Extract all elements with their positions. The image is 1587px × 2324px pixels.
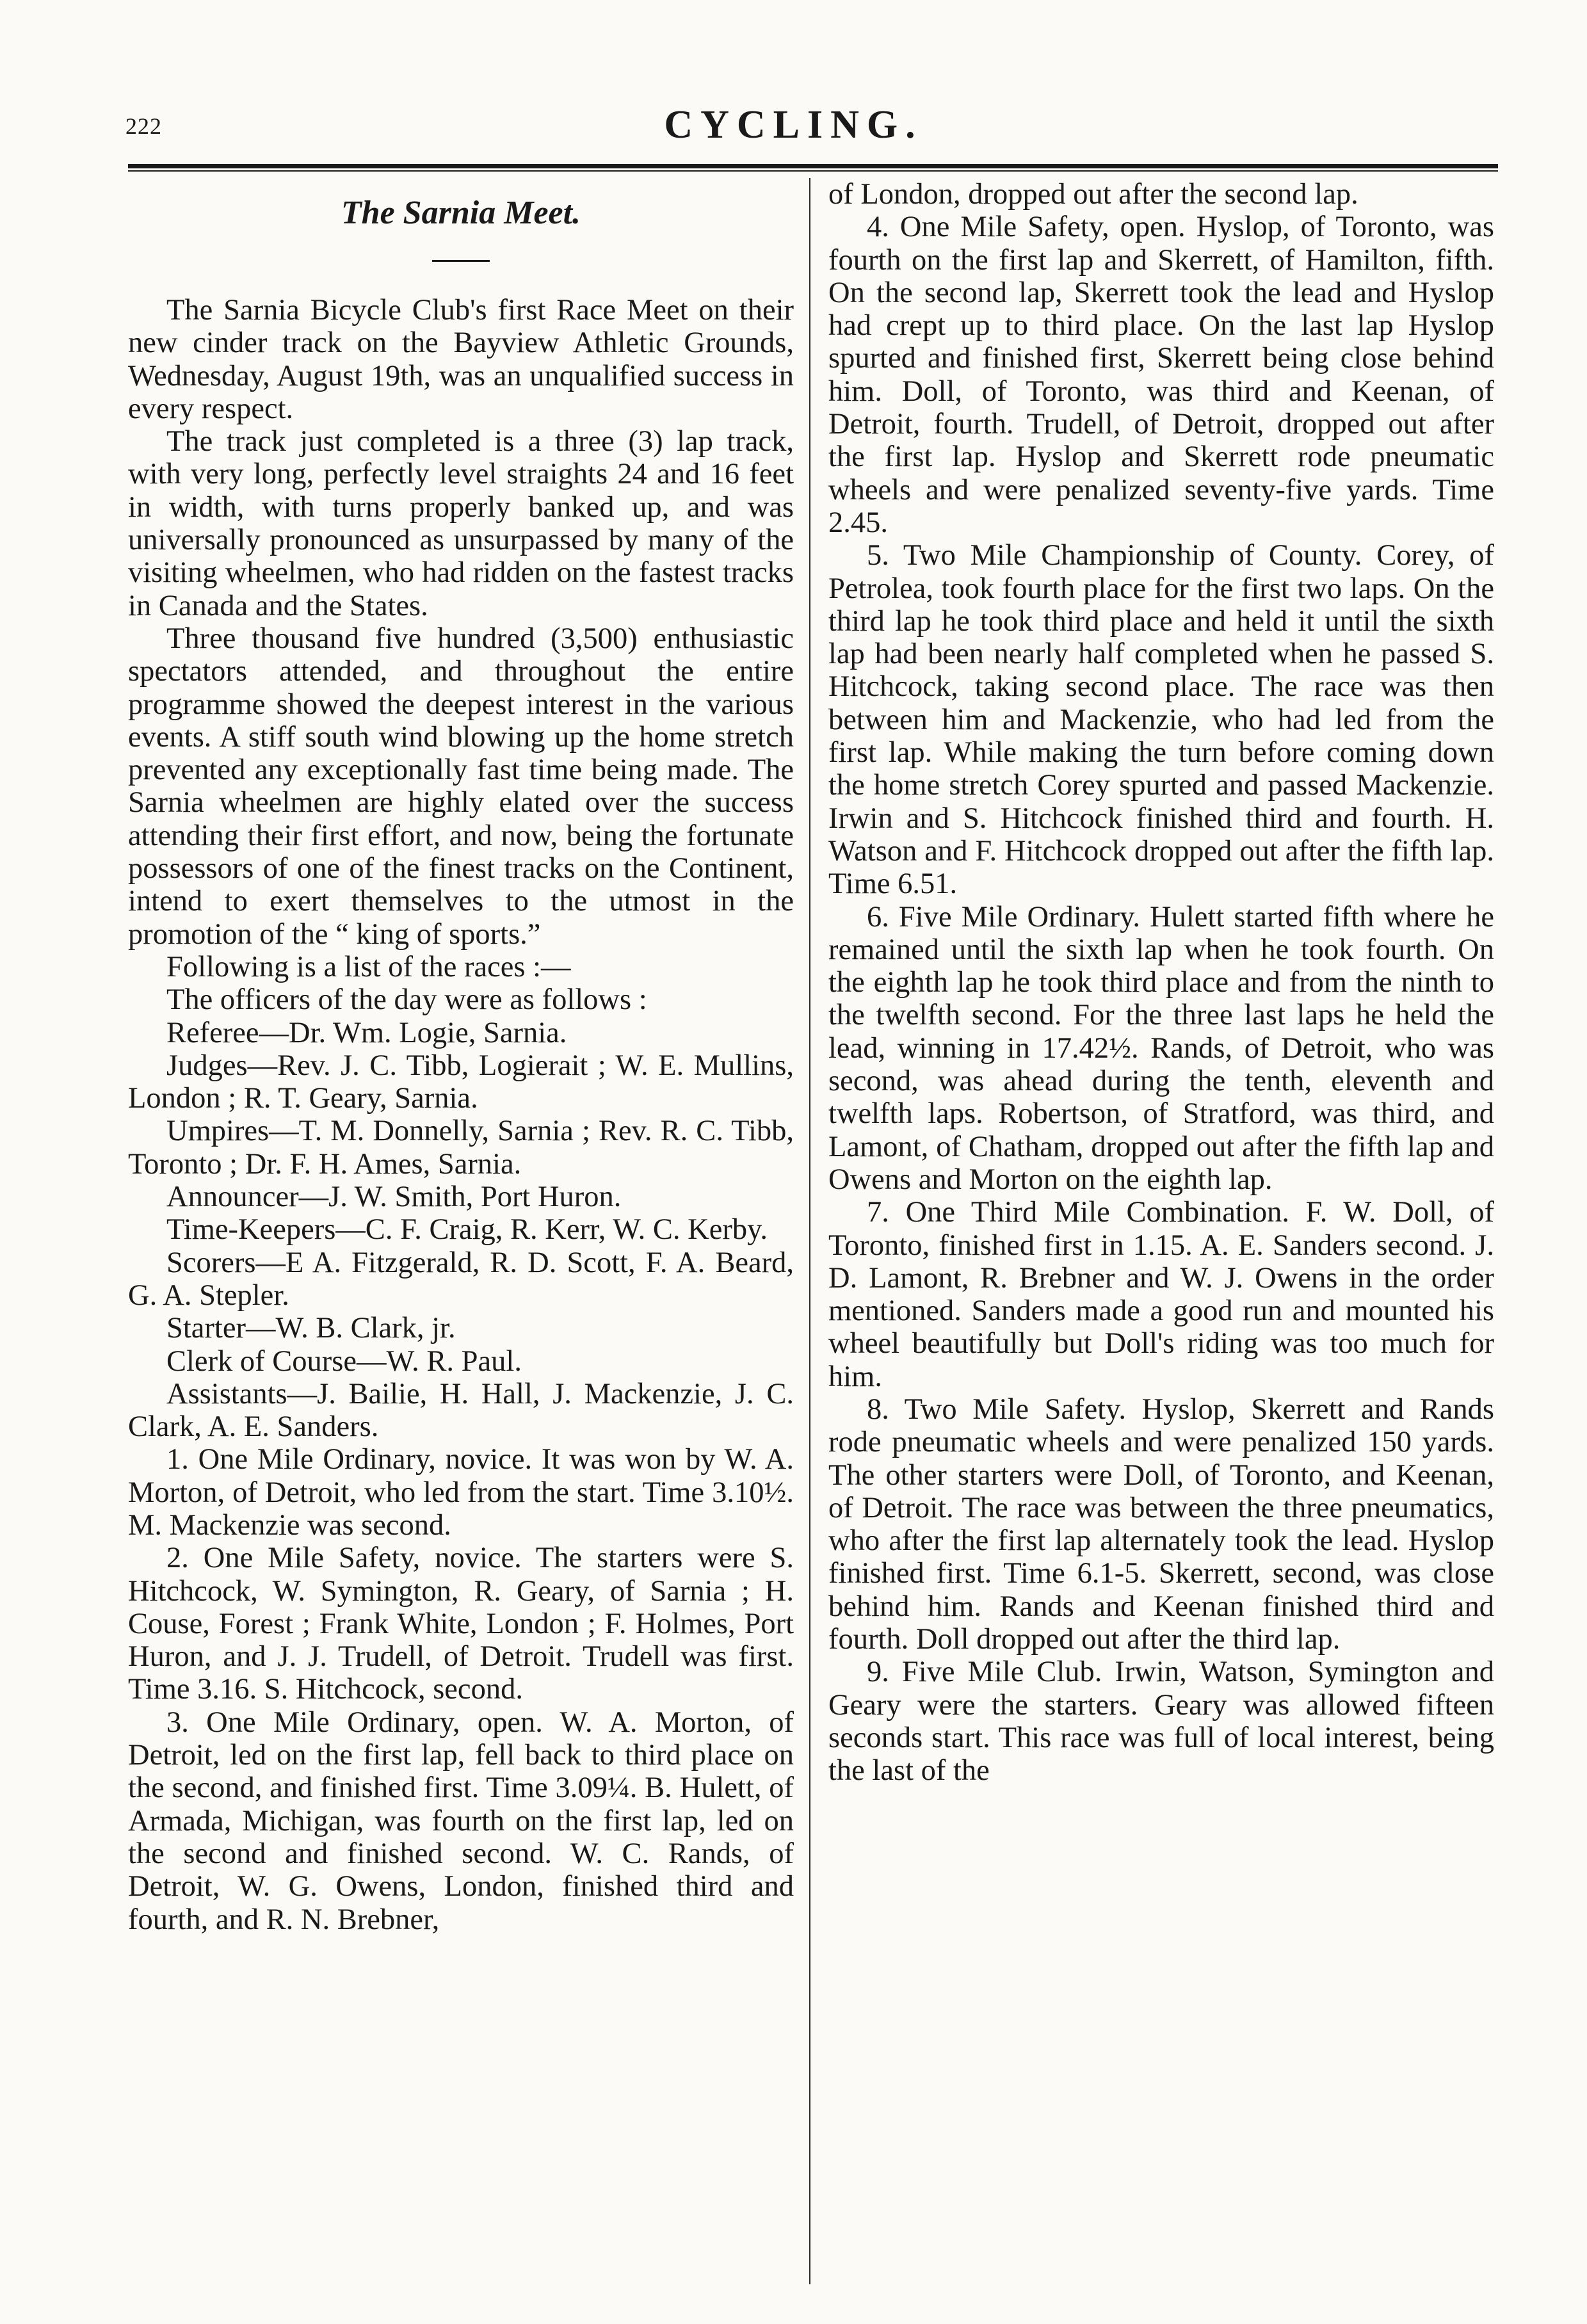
page-number: 222 [125,113,162,139]
race-entry: 9. Five Mile Club. Irwin, Watson, Symington and Geary were the starters. Geary was allowed fifteen seconds start. This race was full of local interest, being the last of the [828,1656,1494,1787]
officer-entry: Umpires—T. M. Donnelly, Sarnia ; Rev. R. C. Tibb, Toronto ; Dr. F. H. Ames, Sarnia. [128,1115,794,1181]
officer-entry: Announcer—J. W. Smith, Port Huron. [166,1181,622,1214]
race-entry: 6. Five Mile Ordinary. Hulett started fifth where he remained until the sixth lap when he took fourth. On the eighth lap he took third place and from the ninth to the twelfth second. For the three last laps he held the lead, winning in 17.42½. Rands, of Detroit, who was second, was ahead during the tenth, eleventh and twelfth laps. Robertson, of Stratford, was third, and Lamont, of Chatham, dropped out after the fifth lap and Owens and Morton on the eighth lap. [828,900,1494,1196]
header-rule-thin [128,170,1498,172]
race-entry: 1. One Mile Ordinary, novice. It was won by W. A. Morton, of Detroit, who led from the start. Time 3.10½. M. Mackenzie was second. [128,1443,794,1542]
race-entry: 3. One Mile Ordinary, open. W. A. Morton, of Detroit, led on the first lap, fell back to third place on the second, and finished first. Time 3.09¼. B. Hulett, of Armada, Michigan, was fourth on the first lap, led on the second and finished second. W. C. Rands, of Detroit, W. G. Owens, London, finished third and fourth, and R. N. Brebner, [128,1706,794,1936]
paragraph: Following is a list of the races :— [166,950,571,983]
officer-entry: Judges—Rev. J. C. Tibb, Logierait ; W. E. Mullins, London ; R. T. Geary, Sarnia. [128,1049,794,1115]
race-entry: 2. One Mile Safety, novice. The starters were S. Hitchcock, W. Symington, R. Geary, of Sarnia ; H. Couse, Forest ; Frank White, London ; F. Holmes, Port Huron, and J. J. Trudell, of Detroit. Trudell was first. Time 3.16. S. Hitchcock, second. [128,1542,794,1706]
left-column [128,178,794,1936]
race-entry: 5. Two Mile Championship of County. Corey, of Petrolea, took fourth place for the first two laps. On the third lap he took third place and held it until the sixth lap had been nearly half completed when he passed S. Hitchcock, taking second place. The race was then between him and Mackenzie, who had led from the first lap. While making the turn before coming down the home stretch Corey spurted and passed Mackenzie. Irwin and S. Hitchcock finished third and fourth. H. Watson and F. Hitchcock dropped out after the fifth lap. Time 6.51. [828,539,1494,901]
officer-entry: Starter—W. B. Clark, jr. [166,1312,456,1345]
race-entry: 7. One Third Mile Combination. F. W. Doll, of Toronto, finished first in 1.15. A. E. Sanders second. J. D. Lamont, R. Brebner and W. J. Owens in the order mentioned. Sanders made a good run and mounted his wheel beautifully but Doll's riding was too much for him. [828,1196,1494,1393]
journal-title: CYCLING. [664,103,923,147]
officer-entry: Referee—Dr. Wm. Logie, Sarnia. [166,1016,567,1049]
paragraph: The track just completed is a three (3) lap track, with very long, perfectly level straights 24 and 16 feet in width, with turns properly banked up, and was universally pronounced as unsurpassed by many of the visiting wheelmen, who had ridden on the fastest tracks in Canada and the States. [128,425,794,622]
header-rule [128,164,1498,168]
paragraph: Three thousand five hundred (3,500) enthusiastic spectators attended, and throughout the entire programme showed the deepest interest in the various events. A stiff south wind blowing up the home stretch prevented any exceptionally fast time being made. The Sarnia wheelmen are highly elated over the success attending their first effort, and now, being the fortunate possessors of one of the finest tracks on the Continent, intend to exert themselves to the utmost in the promotion of the “ king of sports.” [128,622,794,951]
continuation-text: of London, dropped out after the second lap. [828,178,1358,211]
officer-entry: Clerk of Course—W. R. Paul. [166,1344,522,1378]
right-column [828,178,1494,1787]
paragraph: The officers of the day were as follows : [166,983,647,1017]
article-title: The Sarnia Meet. [341,195,581,231]
officer-entry: Time-Keepers—C. F. Craig, R. Kerr, W. C. Kerby. [166,1213,768,1247]
paragraph: The Sarnia Bicycle Club's first Race Meet on their new cinder track on the Bayview Athletic Grounds, Wednesday, August 19th, was an unqualified success in every respect. [128,294,794,425]
officer-entry: Assistants—J. Bailie, H. Hall, J. Mackenzie, J. C. Clark, A. E. Sanders. [128,1377,794,1444]
title-dash [432,260,490,262]
column-divider [809,178,810,2284]
race-entry: 4. One Mile Safety, open. Hyslop, of Toronto, was fourth on the first lap and Skerrett, of Hamilton, fifth. On the second lap, Skerrett took the lead and Hyslop had crept up to third place. On the last lap Hyslop spurted and finished first, Skerrett being close behind him. Doll, of Toronto, was third and Keenan, of Detroit, fourth. Trudell, of Detroit, dropped out after the first lap. Hyslop and Skerrett rode pneumatic wheels and were penalized seventy-five yards. Time 2.45. [828,211,1494,539]
race-entry: 8. Two Mile Safety. Hyslop, Skerrett and Rands rode pneumatic wheels and were penalized 150 yards. The other starters were Doll, of Toronto, and Keenan, of Detroit. The race was between the three pneumatics, who after the first lap alternately took the lead. Hyslop finished first. Time 6.1-5. Skerrett, second, was close behind him. Rands and Keenan finished third and fourth. Doll dropped out after the third lap. [828,1392,1494,1656]
officer-entry: Scorers—E A. Fitzgerald, R. D. Scott, F. A. Beard, G. A. Stepler. [128,1246,794,1312]
